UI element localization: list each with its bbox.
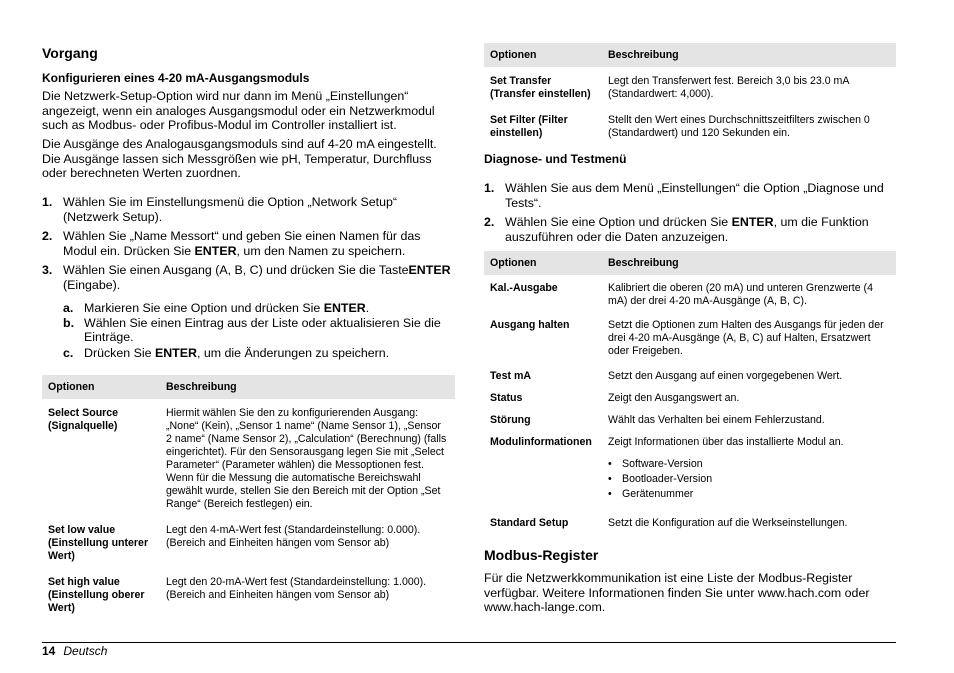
diagnostics-steps-list bbox=[484, 181, 896, 244]
diagnostics-table-wrap bbox=[484, 251, 896, 535]
option-description: Legt den Transferwert fest. Bereich 3,0 bis 23.0 mA (Standardwert: 4,000). bbox=[608, 75, 849, 100]
table-row bbox=[484, 313, 896, 363]
page-number: 14 bbox=[42, 644, 56, 658]
option-description: Setzt die Konfiguration auf die Werkseinstellungen. bbox=[608, 517, 848, 529]
option-name: Select Source (Signalquelle) bbox=[48, 407, 119, 432]
option-description: Setzt den Ausgang auf einen vorgegebenen Wert. bbox=[608, 370, 843, 382]
option-description: Kalibriert die oberen (20 mA) und unteren Grenzwerte (4 mA) der drei 4-20 mA-Ausgänge (A, B, C). bbox=[608, 282, 873, 307]
output-options-table-wrap bbox=[42, 375, 455, 620]
diagnostics-step-1: 1. Wählen Sie aus dem Menü „Einstellungen“ die Option „Diagnose und Tests“. bbox=[484, 181, 884, 210]
config-substep-b: b. Wählen Sie einen Eintrag aus der Liste oder aktualisieren Sie die Einträge. bbox=[63, 315, 441, 345]
config-steps-list bbox=[42, 195, 456, 293]
config-substep-a: a. Markieren Sie eine Option und drücken Sie ENTER. bbox=[63, 301, 370, 315]
table-row bbox=[484, 410, 896, 432]
table-header-options: Optionen bbox=[484, 251, 602, 275]
config-substep-c: c. Drücken Sie ENTER, um die Änderungen zu speichern. bbox=[63, 345, 390, 360]
table-row bbox=[484, 508, 896, 535]
table-header-options: Optionen bbox=[484, 43, 602, 67]
table-row bbox=[484, 275, 896, 313]
option-description: Legt den 4-mA-Wert fest (Standardeinstellung: 0.000). (Bereich and Einheiten hängen vom Sensor ab) bbox=[166, 524, 421, 549]
table-header-description: Beschreibung bbox=[602, 43, 896, 67]
config-step-3: 3. Wählen Sie einen Ausgang (A, B, C) und drücken Sie die TasteENTER (Eingabe). bbox=[42, 263, 451, 292]
table-row bbox=[42, 568, 455, 620]
option-name: Set Filter (Filter einstellen) bbox=[490, 114, 568, 139]
config-substeps-list bbox=[63, 301, 456, 360]
footer-language: Deutsch bbox=[63, 644, 108, 658]
subheading-configure-module: Konfigurieren eines 4-20 mA-Ausgangsmoduls bbox=[42, 71, 310, 85]
option-name: Test mA bbox=[490, 370, 532, 382]
list-item: • Bootloader-Version bbox=[622, 473, 890, 486]
option-description: Setzt die Optionen zum Halten des Ausgangs für jeden der drei 4-20 mA-Ausgänge (A, B, C) auf Halten, Ersatzwert oder Freigeben. bbox=[608, 319, 884, 357]
table-header-row bbox=[484, 251, 896, 275]
option-name: Störung bbox=[490, 414, 531, 426]
table-row bbox=[484, 106, 896, 145]
diagnostics-step-2: 2. Wählen Sie eine Option und drücken Sie ENTER, um die Funktion auszuführen oder die Daten anzuzeigen. bbox=[484, 215, 869, 244]
option-name: Standard Setup bbox=[490, 517, 569, 529]
table-row bbox=[484, 388, 896, 410]
output-options-table bbox=[42, 375, 455, 620]
option-description: Legt den 20-mA-Wert fest (Standardeinstellung: 1.000). (Bereich and Einheiten hängen vom Sensor ab) bbox=[166, 576, 427, 601]
table-row bbox=[484, 67, 896, 106]
intro-paragraph-2: Die Ausgänge des Analogausgangsmoduls sind auf 4-20 mA eingestellt. Die Ausgänge lassen sich Messgrößen wie pH, Temperatur, Durchfluss oder berechneten Werten zuordnen. bbox=[42, 137, 437, 181]
table-header-row bbox=[484, 43, 896, 67]
section-heading-vorgang: Vorgang bbox=[42, 45, 98, 61]
option-name: Modulinformationen bbox=[490, 436, 592, 448]
table-header-options: Optionen bbox=[42, 375, 160, 399]
module-info-bullet-list bbox=[608, 458, 890, 501]
output-options-table-continued bbox=[484, 43, 896, 145]
table-row bbox=[484, 363, 896, 388]
intro-paragraph-1: Die Netzwerk-Setup-Option wird nur dann im Menü „Einstellungen“ angezeigt, wenn ein analoges Ausgangsmodul oder ein Netzwerkmodul such as Modbus- oder Profibus-Modul im Controller installiert ist. bbox=[42, 89, 435, 133]
modbus-paragraph: Für die Netzwerkkommunikation ist eine Liste der Modbus-Register verfügbar. Weitere Informationen finden Sie unter www.hach.com oder www.hach-lange.com. bbox=[484, 571, 870, 615]
config-step-1: 1. Wählen Sie im Einstellungsmenü die Option „Network Setup“ (Netzwerk Setup). bbox=[42, 195, 398, 224]
option-description: Stellt den Wert eines Durchschnittszeitfilters zwischen 0 (Standardwert) und 120 Sekunden ein. bbox=[608, 114, 870, 139]
table-header-description: Beschreibung bbox=[602, 251, 896, 275]
list-item: • Software-Version bbox=[622, 458, 890, 471]
section-heading-modbus-register: Modbus-Register bbox=[484, 547, 599, 563]
table-header-row bbox=[42, 375, 455, 399]
table-row bbox=[42, 516, 455, 568]
page-footer bbox=[42, 644, 107, 658]
option-description: Wählt das Verhalten bei einem Fehlerzustand. bbox=[608, 414, 825, 426]
config-step-2: 2. Wählen Sie „Name Messort“ und geben Sie einen Namen für das Modul ein. Drücken Sie ENTER, um den Namen zu speichern. bbox=[42, 229, 421, 258]
table-row bbox=[42, 399, 455, 516]
option-name: Set Transfer (Transfer einstellen) bbox=[490, 75, 591, 100]
table-header-description: Beschreibung bbox=[160, 375, 455, 399]
option-description: Hiermit wählen Sie den zu konfigurierenden Ausgang: „None“ (Kein), „Sensor 1 name“ (Name Sensor 1), „Sensor 2 name“ (Name Sensor 2), „Calculation“ (Berechnung) (falls eingerichtet). Für den Sensorausgang legen Sie mit „Select Parameter“ (Parameter wählen) die Messoptionen fest. Wenn für die Messung die automatische Bereichswahl gewählt wurde, stellen Sie den Bereich mit der Option „Set Range“ (Bereich festlegen) ein. bbox=[166, 407, 447, 510]
option-description: Zeigt den Ausgangswert an. bbox=[608, 392, 740, 404]
footer-divider bbox=[42, 642, 896, 643]
option-name: Kal.-Ausgabe bbox=[490, 282, 558, 294]
list-item: • Gerätenummer bbox=[622, 488, 890, 501]
table-row bbox=[484, 432, 896, 508]
output-options-table-continued-wrap bbox=[484, 43, 896, 145]
option-name: Set high value (Einstellung oberer Wert) bbox=[48, 576, 145, 614]
option-name: Status bbox=[490, 392, 523, 404]
option-name: Ausgang halten bbox=[490, 319, 570, 331]
diagnostics-table bbox=[484, 251, 896, 535]
option-description: Zeigt Informationen über das installierte Modul an. • Software-Version • Bootloader-Version • Gerätenummer bbox=[602, 432, 896, 508]
subheading-diagnostics-menu: Diagnose- und Testmenü bbox=[484, 152, 627, 166]
option-name: Set low value (Einstellung unterer Wert) bbox=[48, 524, 149, 562]
